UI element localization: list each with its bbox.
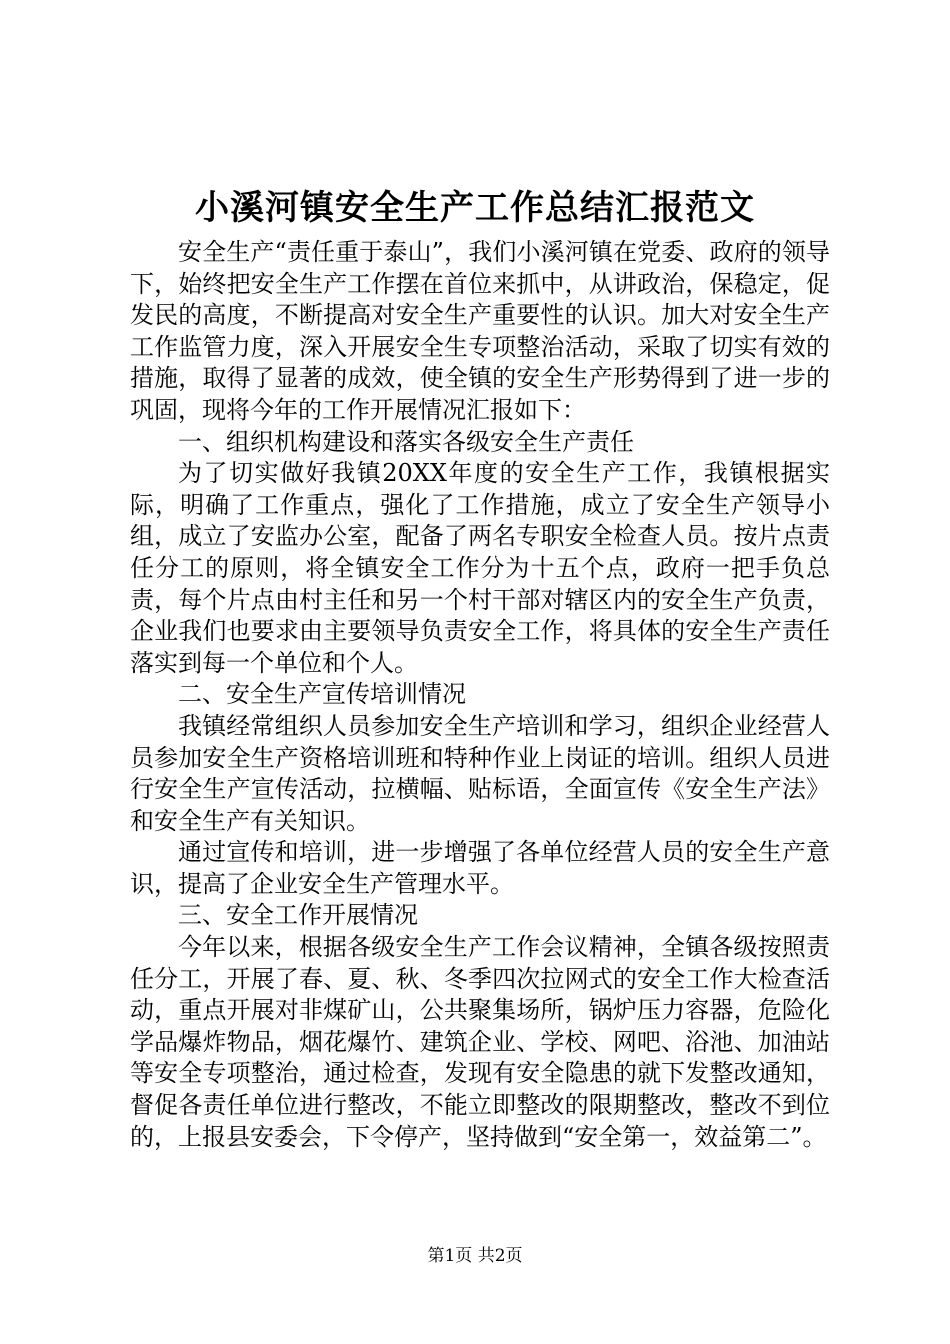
- page-number-footer: 第1页 共2页: [427, 1246, 523, 1266]
- section-heading-2: 二、安全生产宣传培训情况: [178, 680, 466, 709]
- document-body: [130, 237, 830, 1153]
- section-heading-3: 三、安全工作开展情况: [178, 901, 418, 930]
- section-heading-1: 一、组织机构建设和落实各级安全生产责任: [178, 427, 634, 456]
- paragraph-section-1: 为了切实做好我镇20XX年度的安全生产工作，我镇根据实际，明确了工作重点，强化了工作措施，成立了安全生产领导小组，成立了安监办公室，配备了两名专职安全检查人员。按片点责任分工的原则，将全镇安全工作分为十五个点，政府一把手负总责，每个片点由村主任和另一个村干部对辖区内的安全生产负责，企业我们也要求由主要领导负责安全工作，将具体的安全生产责任落实到每一个单位和个人。: [130, 459, 830, 677]
- paragraph-section-3: 今年以来，根据各级安全生产工作会议精神，全镇各级按照责任分工，开展了春、夏、秋、冬季四次拉网式的安全工作大检查活动，重点开展对非煤矿山，公共聚集场所，锅炉压力容器，危险化学品爆炸物品，烟花爆竹、建筑企业、学校、网吧、浴池、加油站等安全专项整治，通过检查，发现有安全隐患的就下发整改通知，督促各责任单位进行整改，不能立即整改的限期整改，整改不到位的，上报县安委会，下令停产，坚持做到“安全第一，效益第二”。: [130, 933, 830, 1151]
- paragraph-section-2a: 我镇经常组织人员参加安全生产培训和学习，组织企业经营人员参加安全生产资格培训班和特种作业上岗证的培训。组织人员进行安全生产宣传活动，拉横幅、贴标语，全面宣传《安全生产法》和安全生产有关知识。: [130, 711, 830, 835]
- paragraph-intro: 安全生产“责任重于泰山”，我们小溪河镇在党委、政府的领导下，始终把安全生产工作摆在首位来抓中，从讲政治，保稳定，促发民的高度，不断提高对安全生产重要性的认识。加大对安全生产工作监管力度，深入开展安全生专项整治活动，采取了切实有效的措施，取得了显著的成效，使全镇的安全生产形势得到了进一步的巩固，现将今年的工作开展情况汇报如下：: [130, 238, 830, 424]
- paragraph-section-2b: 通过宣传和培训，进一步增强了各单位经营人员的安全生产意识，提高了企业安全生产管理水平。: [130, 838, 830, 898]
- document-title: 小溪河镇安全生产工作总结汇报范文: [195, 188, 755, 228]
